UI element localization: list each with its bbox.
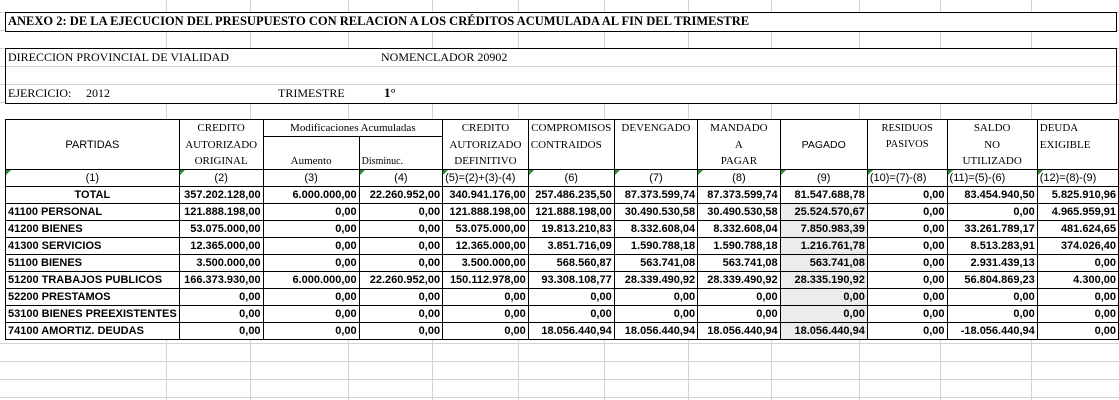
- cell-value: 0,00: [780, 289, 867, 306]
- cell-value: 0,00: [263, 306, 359, 323]
- cell-value: 0,00: [443, 289, 529, 306]
- cell-value: 30.490.530,58: [698, 204, 781, 221]
- cell-value: 0,00: [263, 238, 359, 255]
- cell-value: 1.590.788,18: [614, 238, 697, 255]
- formula-row: (1) (2) (3) (4) (5)=(2)+(3)-(4) (6) (7) (8) (9) (10)=(7)-(8) (11)=(5)-(6) (12)=(8)-(9): [6, 170, 1119, 187]
- cell-value: 0,00: [1037, 289, 1118, 306]
- row-label: 53100 BIENES PREEXISTENTES: [6, 306, 180, 323]
- col-disminuc: Disminuc.: [359, 153, 442, 170]
- cell-value: 0,00: [780, 306, 867, 323]
- data-rows: [6, 187, 1119, 340]
- cell-value: 340.941.176,00: [443, 187, 529, 204]
- cell-value: 0,00: [263, 204, 359, 221]
- cell-value: 0,00: [263, 289, 359, 306]
- cell-value: 563.741,08: [698, 255, 781, 272]
- cell-value: 0,00: [359, 306, 442, 323]
- cell-value: 7.850.983,39: [780, 221, 867, 238]
- trimestre-label: TRIMESTRE: [278, 86, 345, 100]
- cell-value: 33.261.789,17: [947, 221, 1037, 238]
- nomenclador: NOMENCLADOR 20902: [381, 50, 508, 64]
- cell-value: 6.000.000,00: [263, 272, 359, 289]
- table-row: [6, 221, 1119, 238]
- cell-value: 4.300,00: [1037, 272, 1118, 289]
- row-label: 74100 AMORTIZ. DEUDAS: [6, 323, 180, 340]
- report-title: ANEXO 2: DE LA EJECUCION DEL PRESUPUESTO CON RELACION A LOS CRÉDITOS ACUMULADA AL FIN DEL TRIMESTRE: [8, 14, 750, 28]
- table-row: [6, 306, 1119, 323]
- cell-value: 28.339.490,92: [698, 272, 781, 289]
- entity-name: DIRECCION PROVINCIAL DE VIALIDAD: [8, 50, 229, 64]
- cell-value: 0,00: [867, 289, 947, 306]
- row-label: TOTAL: [6, 187, 180, 204]
- table-row: [6, 255, 1119, 272]
- cell-value: 28.339.490,92: [614, 272, 697, 289]
- row-label: 41100 PERSONAL: [6, 204, 180, 221]
- cell-value: 0,00: [359, 255, 442, 272]
- cell-value: 568.560,87: [528, 255, 614, 272]
- cell-value: 0,00: [947, 289, 1037, 306]
- table-row: [6, 323, 1119, 340]
- col-partidas: PARTIDAS: [6, 137, 180, 154]
- cell-value: 12.365.000,00: [179, 238, 263, 255]
- cell-value: 0,00: [614, 306, 697, 323]
- cell-value: 0,00: [359, 323, 442, 340]
- col-aumento: Aumento: [263, 153, 359, 170]
- cell-value: 5.825.910,96: [1037, 187, 1118, 204]
- cell-value: 18.056.440,94: [780, 323, 867, 340]
- cell-value: 0,00: [443, 306, 529, 323]
- cell-value: 0,00: [867, 204, 947, 221]
- cell-value: 481.624,65: [1037, 221, 1118, 238]
- cell-value: 0,00: [179, 306, 263, 323]
- cell-value: 18.056.440,94: [614, 323, 697, 340]
- cell-value: 3.851.716,09: [528, 238, 614, 255]
- col-compromisos: COMPROMISOS: [528, 120, 614, 137]
- cell-value: 8.332.608,04: [614, 221, 697, 238]
- cell-value: 28.335.190,92: [780, 272, 867, 289]
- cell-value: 0,00: [867, 255, 947, 272]
- cell-value: 357.202.128,00: [179, 187, 263, 204]
- table-row: [6, 204, 1119, 221]
- cell-value: 0,00: [698, 289, 781, 306]
- row-label: 41300 SERVICIOS: [6, 238, 180, 255]
- cell-value: 6.000.000,00: [263, 187, 359, 204]
- cell-value: 0,00: [359, 238, 442, 255]
- cell-value: 0,00: [359, 204, 442, 221]
- row-label: 41200 BIENES: [6, 221, 180, 238]
- cell-value: 0,00: [867, 187, 947, 204]
- cell-value: 0,00: [1037, 255, 1118, 272]
- cell-value: 0,00: [528, 289, 614, 306]
- cell-value: 8.513.283,91: [947, 238, 1037, 255]
- cell-value: 19.813.210,83: [528, 221, 614, 238]
- cell-value: 0,00: [1037, 323, 1118, 340]
- ejercicio-label: EJERCICIO:: [8, 86, 72, 100]
- col-devengado: DEVENGADO: [614, 120, 697, 137]
- cell-value: 53.075.000,00: [443, 221, 529, 238]
- cell-value: 30.490.530,58: [614, 204, 697, 221]
- budget-table: [5, 119, 1119, 340]
- cell-value: 121.888.198,00: [179, 204, 263, 221]
- cell-value: 0,00: [614, 289, 697, 306]
- cell-value: 3.500.000,00: [179, 255, 263, 272]
- cell-value: 563.741,08: [780, 255, 867, 272]
- cell-value: 1.590.788,18: [698, 238, 781, 255]
- cell-value: 0,00: [867, 323, 947, 340]
- cell-value: 0,00: [867, 221, 947, 238]
- cell-value: 93.308.108,77: [528, 272, 614, 289]
- col-credito-original: CREDITO: [179, 120, 263, 137]
- cell-value: 0,00: [263, 221, 359, 238]
- cell-value: 81.547.688,78: [780, 187, 867, 204]
- row-label: 52200 PRESTAMOS: [6, 289, 180, 306]
- cell-value: 121.888.198,00: [443, 204, 529, 221]
- cell-value: 53.075.000,00: [179, 221, 263, 238]
- table-row: [6, 238, 1119, 255]
- cell-value: 22.260.952,00: [359, 187, 442, 204]
- cell-value: 1.216.761,78: [780, 238, 867, 255]
- cell-value: 0,00: [179, 289, 263, 306]
- col-deuda: DEUDA: [1037, 120, 1118, 137]
- cell-value: 3.500.000,00: [443, 255, 529, 272]
- total-row: [6, 187, 1119, 204]
- cell-value: 83.454.940,50: [947, 187, 1037, 204]
- cell-value: 0,00: [947, 204, 1037, 221]
- cell-value: 8.332.608,04: [698, 221, 781, 238]
- header-row-3: ORIGINAL Aumento Disminuc. DEFINITIVO PAGAR UTILIZADO: [6, 153, 1119, 170]
- cell-value: 0,00: [263, 255, 359, 272]
- table-row: [6, 272, 1119, 289]
- col-mandado: MANDADO: [698, 120, 781, 137]
- row-label: 51200 TRABAJOS PUBLICOS: [6, 272, 180, 289]
- col-residuos: RESIDUOS: [867, 120, 947, 137]
- table-row: [6, 289, 1119, 306]
- cell-value: 374.026,40: [1037, 238, 1118, 255]
- cell-value: 257.486.235,50: [528, 187, 614, 204]
- ejercicio-value: 2012: [86, 86, 110, 100]
- cell-value: 563.741,08: [614, 255, 697, 272]
- header-row-1: CREDITO Modificaciones Acumuladas CREDITO COMPROMISOS DEVENGADO MANDADO RESIDUOS SALDO DEUDA: [6, 120, 1119, 137]
- cell-value: 12.365.000,00: [443, 238, 529, 255]
- cell-value: 0,00: [263, 323, 359, 340]
- cell-value: 25.524.570,67: [780, 204, 867, 221]
- cell-value: 150.112.978,00: [443, 272, 529, 289]
- cell-value: 0,00: [359, 289, 442, 306]
- cell-value: 0,00: [867, 272, 947, 289]
- cell-value: 0,00: [867, 238, 947, 255]
- cell-value: 2.931.439,13: [947, 255, 1037, 272]
- cell-value: 22.260.952,00: [359, 272, 442, 289]
- cell-value: 0,00: [1037, 306, 1118, 323]
- cell-value: 0,00: [947, 306, 1037, 323]
- col-pagado: PAGADO: [780, 137, 867, 154]
- cell-value: 121.888.198,00: [528, 204, 614, 221]
- cell-value: -18.056.440,94: [947, 323, 1037, 340]
- cell-value: 56.804.869,23: [947, 272, 1037, 289]
- trimestre-value: 1°: [384, 85, 396, 100]
- header-row-2: PARTIDAS AUTORIZADO AUTORIZADO CONTRAIDOS A PAGADO PASIVOS NO EXIGIBLE: [6, 137, 1119, 154]
- cell-value: 166.373.930,00: [179, 272, 263, 289]
- cell-value: 0,00: [359, 221, 442, 238]
- cell-value: 4.965.959,91: [1037, 204, 1118, 221]
- cell-value: 18.056.440,94: [528, 323, 614, 340]
- col-saldo: SALDO: [947, 120, 1037, 137]
- col-modificaciones: Modificaciones Acumuladas: [263, 120, 443, 137]
- cell-value: 18.056.440,94: [698, 323, 781, 340]
- cell-value: 0,00: [867, 306, 947, 323]
- cell-value: 0,00: [179, 323, 263, 340]
- cell-value: 0,00: [528, 306, 614, 323]
- cell-value: 87.373.599,74: [698, 187, 781, 204]
- cell-value: 0,00: [443, 323, 529, 340]
- row-label: 51100 BIENES: [6, 255, 180, 272]
- cell-value: 0,00: [698, 306, 781, 323]
- cell-value: 87.373.599,74: [614, 187, 697, 204]
